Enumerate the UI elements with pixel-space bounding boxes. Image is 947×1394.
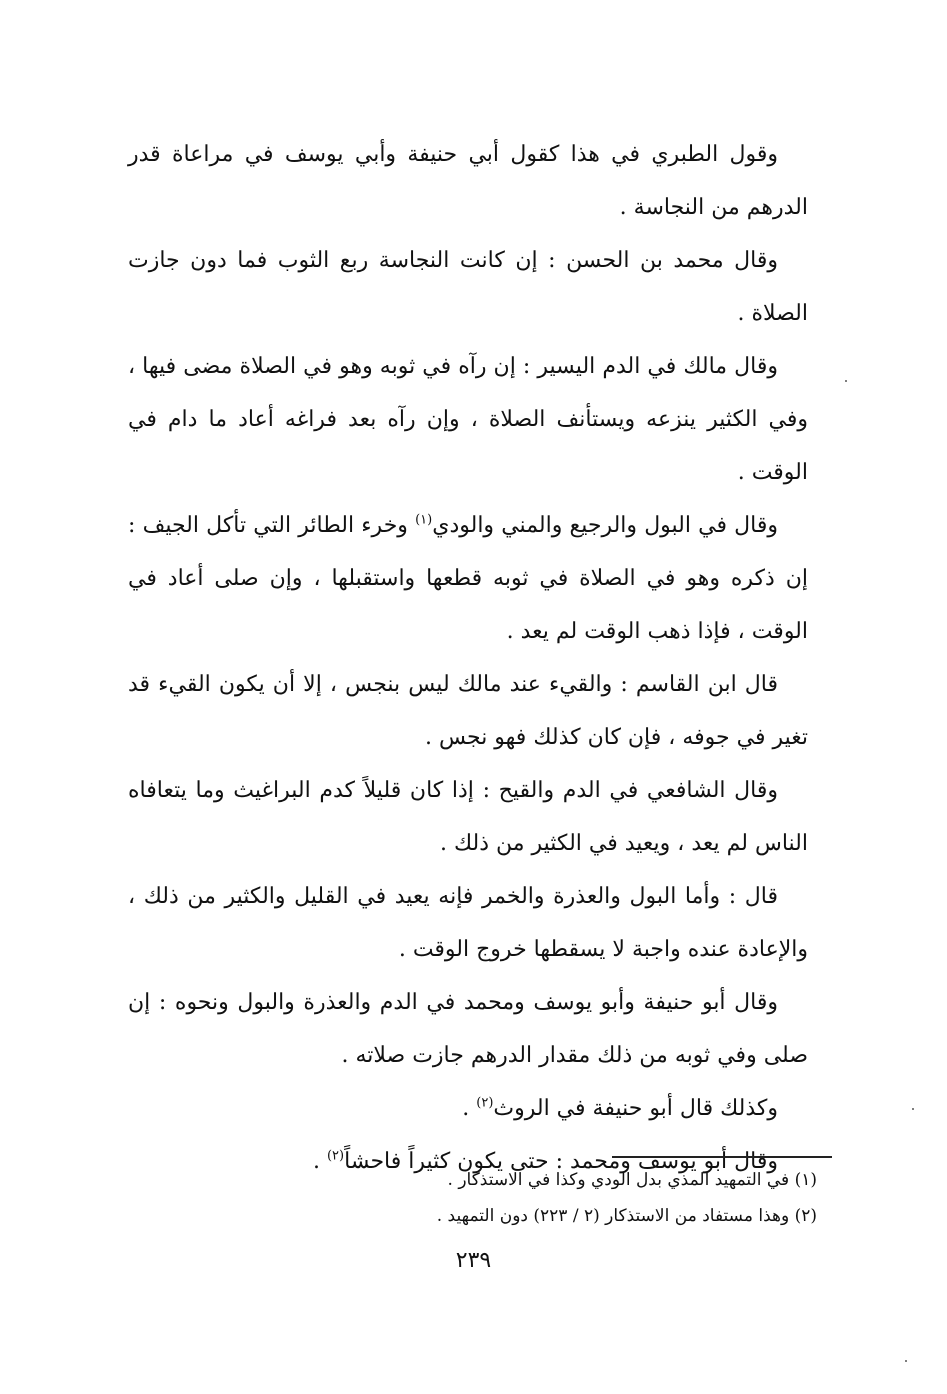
main-text — [128, 128, 808, 1188]
scan-speck — [845, 380, 847, 382]
paragraph-3: وقال مالك في الدم اليسير : إن رآه في ثوبه وهو في الصلاة مضى فيها ، وفي الكثير ينزعه ويستأنف الصلاة ، وإن رآه بعد فراغه أعاد ما دام في الوقت . — [128, 354, 808, 485]
paragraph-7: قال : وأما البول والعذرة والخمر فإنه يعيد في القليل والكثير من ذلك ، والإعادة عنده واجبة لا يسقطها خروج الوقت . — [128, 884, 808, 962]
paragraph-8: وقال أبو حنيفة وأبو يوسف ومحمد في الدم والعذرة والبول ونحوه : إن صلى وفي ثوبه من ذلك مقدار الدرهم جازت صلاته . — [128, 990, 808, 1068]
paragraph-4 — [128, 499, 808, 658]
paragraph-9 — [128, 1082, 808, 1135]
footnote-ref-2: (٢) — [476, 1095, 494, 1111]
paragraph-10-text-a: وقال أبو يوسف ومحمد : حتى يكون كثيراً فاحشاً — [344, 1149, 778, 1174]
footnote-2: (٢) وهذا مستفاد من الاستذكار (٢ / ٢٢٣) دون التمهيد . — [436, 1206, 817, 1226]
scan-speck — [905, 1360, 907, 1362]
page-number: ٢٣٩ — [455, 1248, 492, 1273]
footnote-divider — [612, 1156, 832, 1158]
scan-speck — [912, 1108, 914, 1110]
paragraph-6: وقال الشافعي في الدم والقيح : إذا كان قليلاً كدم البراغيث وما يتعافاه الناس لم يعد ، ويعيد في الكثير من ذلك . — [128, 778, 808, 856]
paragraph-5: قال ابن القاسم : والقيء عند مالك ليس بنجس ، إلا أن يكون القيء قد تغير في جوفه ، فإن كان كذلك فهو نجس . — [128, 672, 808, 750]
footnote-ref-1: (١) — [415, 512, 433, 528]
paragraph-9-text-a: وكذلك قال أبو حنيفة في الروث — [493, 1096, 778, 1121]
paragraph-10-text-b: . — [312, 1149, 327, 1174]
paragraph-1: وقول الطبري في هذا كقول أبي حنيفة وأبي يوسف في مراعاة قدر الدرهم من النجاسة . — [128, 142, 808, 220]
paragraph-4-text-a: وقال في البول والرجيع والمني والودي — [432, 513, 778, 538]
footnote-1: (١) في التمهيد المذي بدل الودي وكذا في الاستذكار . — [447, 1170, 817, 1190]
footnote-ref-3: (٢) — [326, 1148, 345, 1164]
paragraph-4-text-b: وخرء الطائر التي تأكل الجيف : إن ذكره وهو في الصلاة في ثوبه قطعها واستقبلها ، وإن صلى أعاد في الوقت ، فإذا ذهب الوقت لم يعد . — [128, 513, 808, 644]
paragraph-2: وقال محمد بن الحسن : إن كانت النجاسة ربع الثوب فما دون جازت الصلاة . — [128, 248, 808, 326]
footnotes — [137, 1162, 817, 1234]
paragraph-9-text-b: . — [462, 1096, 477, 1121]
